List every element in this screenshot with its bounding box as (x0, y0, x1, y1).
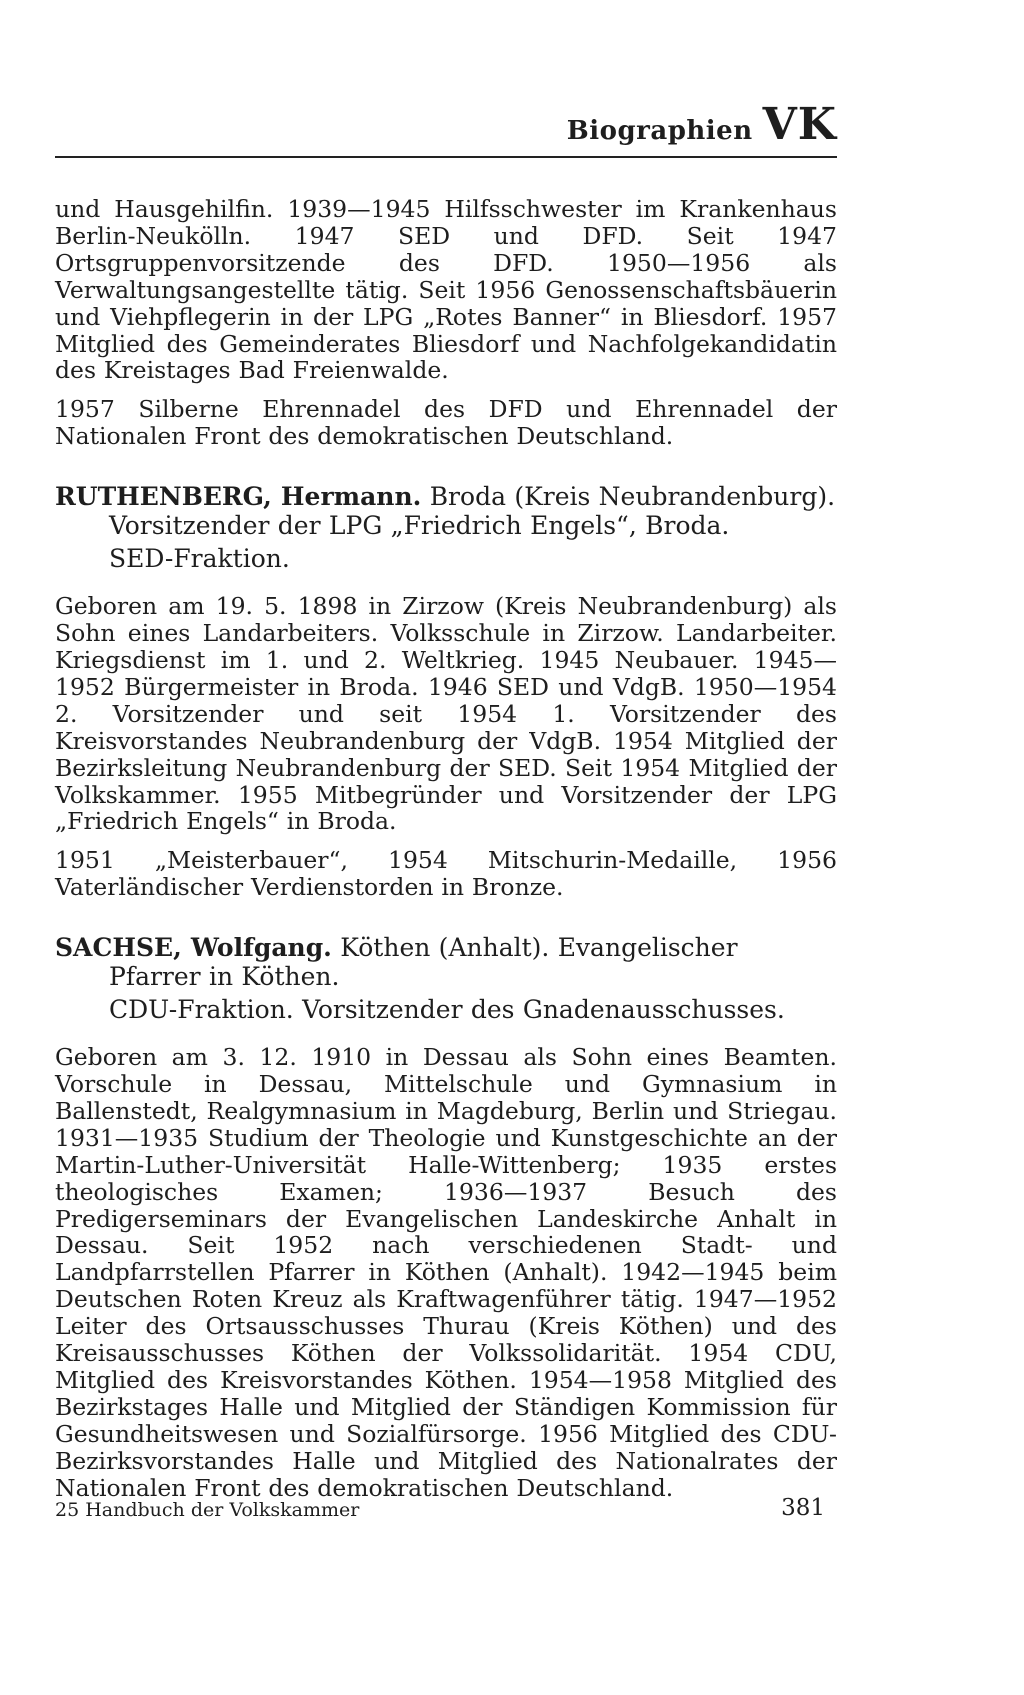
entry-fraktion: CDU-Fraktion. Vorsitzender des Gnadenausschusses. (109, 995, 785, 1025)
header-mark: VK (762, 99, 837, 150)
header-rule (55, 156, 837, 158)
entry-position: Köthen (Anhalt). Evangelischer Pfarrer in Köthen. (109, 933, 738, 992)
page-footer (55, 1495, 837, 1525)
entry-name: RUTHENBERG, Hermann. (55, 482, 422, 512)
page-body (55, 196, 837, 1502)
entry-heading (55, 482, 837, 540)
biography-paragraph: und Hausgehilfin. 1939—1945 Hilfsschwester im Krankenhaus Berlin-Neukölln. 1947 SED und DFD. Seit 1947 Ortsgruppenvorsitzende des DFD. 1950—1956 als Verwaltungsangestellte tätig. Seit 1956 Genossenschaftsbäuerin und Viehpflegerin in der LPG „Rotes Banner“ in Bliesdorf. 1957 Mitglied des Gemeinderates Bliesdorf und Nachfolgekandidatin des Kreistages Bad Freienwalde. (55, 195, 837, 385)
page-number: 381 (781, 1495, 825, 1521)
running-header (55, 99, 837, 158)
header-section-title: Biographien (566, 116, 753, 146)
header-title (567, 99, 837, 150)
entry-name: SACHSE, Wolfgang. (55, 933, 332, 963)
footer-signature: 25 Handbuch der Volkskammer (55, 1499, 360, 1521)
entry-fraktion: SED-Fraktion. (109, 544, 290, 574)
awards-paragraph: 1951 „Meisterbauer“, 1954 Mitschurin-Medaille, 1956 Vaterländischer Verdienstorden in Bronze. (55, 846, 837, 902)
entry-heading (55, 933, 837, 991)
awards-paragraph: 1957 Silberne Ehrennadel des DFD und Ehrennadel der Nationalen Front des demokratischen Deutschland. (55, 395, 837, 451)
biography-entry (55, 482, 837, 901)
biography-paragraph: Geboren am 3. 12. 1910 in Dessau als Sohn eines Beamten. Vorschule in Dessau, Mittelschule und Gymnasium in Ballenstedt, Realgymnasium in Magdeburg, Berlin und Striegau. 1931—1935 Studium der Theologie und Kunstgeschichte an der Martin-Luther-Universität Halle-Wittenberg; 1935 erstes theologisches Examen; 1936—1937 Besuch des Predigerseminars der Evangelischen Landeskirche Anhalt in Dessau. Seit 1952 nach verschiedenen Stadt- und Landpfarrstellen Pfarrer in Köthen (Anhalt). 1942—1945 beim Deutschen Roten Kreuz als Kraftwagenführer tätig. 1947—1952 Leiter des Ortsausschusses Thurau (Kreis Köthen) und des Kreisausschusses Köthen der Volkssolidarität. 1954 CDU, Mitglied des Kreisvorstandes Köthen. 1954—1958 Mitglied des Bezirkstages Halle und Mitglied der Ständigen Kommission für Gesundheitswesen und Sozialfürsorge. 1956 Mitglied des CDU-Bezirksvorstandes Halle und Mitglied des Nationalrates der Nationalen Front des demokratischen Deutschland. (55, 1043, 837, 1502)
continued-entry (55, 196, 837, 450)
entry-position: Broda (Kreis Neubrandenburg). Vorsitzender der LPG „Friedrich Engels“, Broda. (109, 482, 836, 541)
biography-paragraph: Geboren am 19. 5. 1898 in Zirzow (Kreis Neubrandenburg) als Sohn eines Landarbeiters. Volksschule in Zirzow. Landarbeiter. Kriegsdienst im 1. und 2. Weltkrieg. 1945 Neubauer. 1945—1952 Bürgermeister in Broda. 1946 SED und VdgB. 1950—1954 2. Vorsitzender und seit 1954 1. Vorsitzender des Kreisvorstandes Neubrandenburg der VdgB. 1954 Mitglied der Bezirksleitung Neubrandenburg der SED. Seit 1954 Mitglied der Volkskammer. 1955 Mitbegründer und Vorsitzender der LPG „Friedrich Engels“ in Broda. (55, 592, 837, 836)
biography-entry (55, 933, 837, 1501)
